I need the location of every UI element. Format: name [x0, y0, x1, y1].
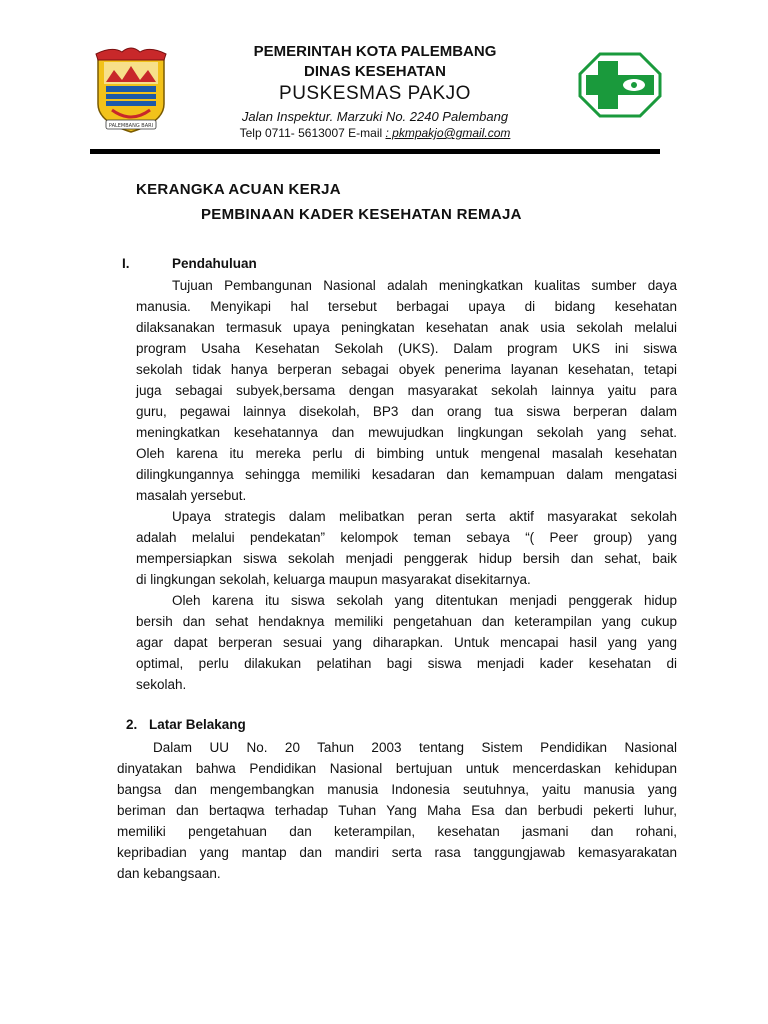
text-line: memiliki pengetahuan dan keterampilan, kesehatan jasmani dan rohani, — [117, 824, 677, 839]
puskesmas-cross-logo — [578, 52, 662, 118]
text-line: sekolah tidak hanya berperan sebagai obyek penerima layanan kesehatan, tetapi — [136, 362, 677, 377]
document-subtitle: PEMBINAAN KADER KESEHATAN REMAJA — [201, 206, 522, 223]
section-2-paragraph-1 — [117, 737, 677, 884]
svg-text:PALEMBANG BARI: PALEMBANG BARI — [108, 123, 154, 129]
letterhead — [180, 42, 570, 141]
government-name: PEMERINTAH KOTA PALEMBANG — [253, 43, 497, 60]
puskesmas-name: PUSKESMAS PAKJO — [279, 83, 471, 104]
letterhead-divider — [90, 149, 660, 154]
text-line: kepribadian yang mantap dan mandiri serta rasa tanggungjawab kemasyarakatan — [117, 845, 677, 860]
text-line: beriman dan bertaqwa terhadap Tuhan Yang Maha Esa dan berbudi pekerti luhur, — [117, 803, 677, 818]
section-2-heading: Latar Belakang — [149, 717, 246, 732]
document-title: KERANGKA ACUAN KERJA — [136, 181, 341, 198]
text-line: agar dapat berperan sesuai yang diharapkan. Untuk mencapai hasil yang yang — [136, 635, 677, 650]
text-line: dinyatakan bahwa Pendidikan Nasional bertujuan untuk mencerdaskan kehidupan — [117, 761, 677, 776]
text-line: adalah melalui pendekatan” kelompok teman sebaya “( Peer group) yang — [136, 530, 677, 545]
text-line: meningkatkan kesehatannya dan mewujudkan lingkungan sekolah yang sehat. — [136, 425, 677, 440]
text-line: Upaya strategis dalam melibatkan peran serta aktif masyarakat sekolah — [172, 509, 677, 524]
section-1-paragraph-2 — [136, 506, 677, 590]
text-line: bersih dan sehat hendaknya memiliki pengetahuan dan keterampilan yang cukup — [136, 614, 677, 629]
section-1-paragraph-3 — [136, 590, 677, 695]
text-line: Tujuan Pembangunan Nasional adalah meningkatkan kualitas sumber daya — [172, 278, 677, 293]
section-1-number: I. — [122, 256, 130, 271]
text-line: dan kebangsaan. — [117, 866, 221, 881]
text-line: sekolah. — [136, 677, 187, 692]
contact-line — [180, 126, 570, 141]
text-line: Dalam UU No. 20 Tahun 2003 tentang Sistem Pendidikan Nasional — [153, 740, 677, 755]
text-line: bangsa dan mengembangkan manusia Indonesia seutuhnya, yaitu manusia yang — [117, 782, 677, 797]
department-name: DINAS KESEHATAN — [304, 63, 446, 80]
text-line: manusia. Menyikapi hal tersebut berbagai upaya di bidang kesehatan — [136, 299, 677, 314]
palembang-city-emblem — [92, 44, 170, 136]
email-link[interactable]: : pkmpakjo@gmail.com — [385, 126, 511, 140]
text-line: Oleh karena itu mereka perlu di bimbing untuk mengenal masalah kesehatan — [136, 446, 677, 461]
section-1-paragraph-1 — [136, 275, 677, 506]
address: Jalan Inspektur. Marzuki No. 2240 Palembang — [241, 109, 509, 124]
text-line: optimal, perlu dilakukan pelatihan bagi siswa menjadi kader kesehatan di — [136, 656, 677, 671]
text-line: di lingkungan sekolah, keluarga maupun masyarakat disekitarnya. — [136, 572, 531, 587]
text-line: Oleh karena itu siswa sekolah yang ditentukan menjadi penggerak hidup — [172, 593, 677, 608]
text-line: masalah yersebut. — [136, 488, 247, 503]
text-line: program Usaha Kesehatan Sekolah (UKS). Dalam program UKS ini siswa — [136, 341, 677, 356]
text-line: juga sebagai subyek,bersama dengan masyarakat sekolah lainnya yaitu para — [136, 383, 677, 398]
text-line: mempersiapkan siswa sekolah menjadi penggerak hidup bersih dan sehat, baik — [136, 551, 677, 566]
text-line: dilingkungannya sehingga memiliki kesadaran dan kemampuan dalam mengatasi — [136, 467, 677, 482]
section-2-number: 2. — [126, 717, 138, 732]
telephone: Telp 0711- 5613007 E-mail — [239, 126, 386, 140]
section-1-heading: Pendahuluan — [172, 256, 257, 271]
text-line: dilaksanakan termasuk upaya peningkatan kesehatan anak usia sekolah melalui — [136, 320, 677, 335]
text-line: guru, pegawai lainnya disekolah, BP3 dan orang tua siswa berperan dalam — [136, 404, 677, 419]
